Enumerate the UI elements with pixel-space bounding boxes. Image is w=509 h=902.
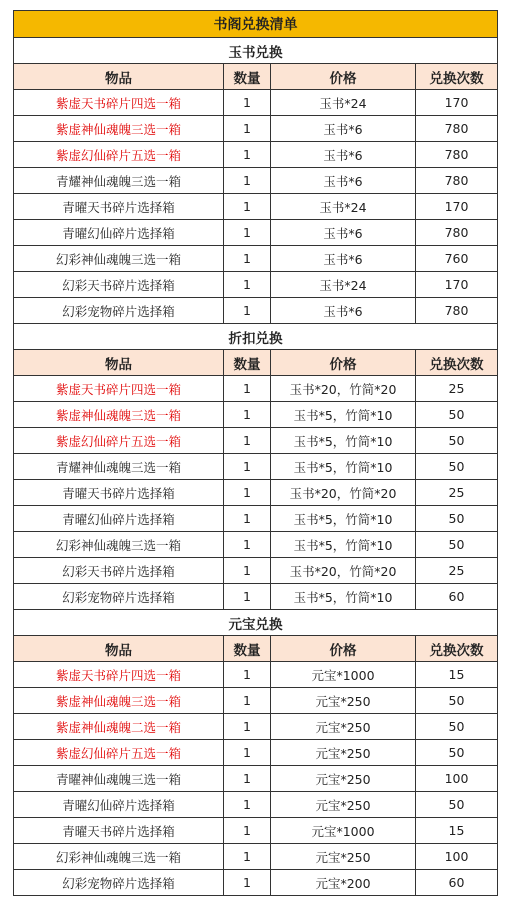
item-qty: 1 [224, 142, 271, 168]
item-count: 780 [416, 298, 498, 324]
item-qty: 1 [224, 220, 271, 246]
item-qty: 1 [224, 584, 271, 610]
item-count: 50 [416, 428, 498, 454]
item-qty: 1 [224, 168, 271, 194]
item-price: 玉书*24 [271, 194, 416, 220]
item-qty: 1 [224, 506, 271, 532]
item-qty: 1 [224, 662, 271, 688]
item-price: 玉书*5，竹简*10 [271, 506, 416, 532]
item-count: 25 [416, 558, 498, 584]
item-qty: 1 [224, 870, 271, 896]
item-qty: 1 [224, 480, 271, 506]
table-row [14, 272, 498, 298]
header-qty: 数量 [224, 636, 271, 662]
item-price: 玉书*6 [271, 298, 416, 324]
item-price: 元宝*200 [271, 870, 416, 896]
item-price: 玉书*24 [271, 272, 416, 298]
item-qty: 1 [224, 818, 271, 844]
item-count: 50 [416, 454, 498, 480]
table-row [14, 142, 498, 168]
item-price: 玉书*6 [271, 116, 416, 142]
item-count: 50 [416, 740, 498, 766]
item-price: 玉书*20，竹简*20 [271, 376, 416, 402]
table-row [14, 558, 498, 584]
table-row [14, 662, 498, 688]
item-qty: 1 [224, 194, 271, 220]
table-row [14, 688, 498, 714]
item-name: 幻彩神仙魂魄三选一箱 [14, 246, 224, 272]
item-name: 青曜神仙魂魄三选一箱 [14, 766, 224, 792]
item-name: 紫虚幻仙碎片五选一箱 [14, 142, 224, 168]
exchange-list [13, 10, 497, 896]
item-count: 50 [416, 714, 498, 740]
item-name: 紫虚天书碎片四选一箱 [14, 90, 224, 116]
section-header-row [14, 610, 498, 636]
table-row [14, 532, 498, 558]
item-name: 紫虚天书碎片四选一箱 [14, 376, 224, 402]
item-name: 青曜天书碎片选择箱 [14, 194, 224, 220]
item-qty: 1 [224, 532, 271, 558]
column-header-row [14, 350, 498, 376]
item-price: 元宝*250 [271, 792, 416, 818]
header-price: 价格 [271, 64, 416, 90]
item-price: 元宝*250 [271, 844, 416, 870]
item-count: 780 [416, 220, 498, 246]
item-price: 玉书*6 [271, 220, 416, 246]
table-row [14, 116, 498, 142]
item-price: 玉书*5，竹简*10 [271, 584, 416, 610]
item-qty: 1 [224, 90, 271, 116]
item-name: 紫虚神仙魂魄二选一箱 [14, 714, 224, 740]
header-price: 价格 [271, 350, 416, 376]
item-count: 60 [416, 584, 498, 610]
item-name: 幻彩天书碎片选择箱 [14, 558, 224, 584]
item-price: 玉书*5，竹简*10 [271, 454, 416, 480]
header-qty: 数量 [224, 64, 271, 90]
item-count: 50 [416, 506, 498, 532]
table-row [14, 298, 498, 324]
item-name: 紫虚天书碎片四选一箱 [14, 662, 224, 688]
table-row [14, 90, 498, 116]
header-qty: 数量 [224, 350, 271, 376]
exchange-table [13, 10, 498, 896]
table-row [14, 740, 498, 766]
table-title: 书阁兑换清单 [14, 11, 498, 38]
item-price: 玉书*24 [271, 90, 416, 116]
item-qty: 1 [224, 792, 271, 818]
item-price: 元宝*250 [271, 688, 416, 714]
table-row [14, 220, 498, 246]
header-item: 物品 [14, 350, 224, 376]
header-item: 物品 [14, 64, 224, 90]
item-price: 玉书*6 [271, 246, 416, 272]
item-qty: 1 [224, 298, 271, 324]
item-count: 25 [416, 480, 498, 506]
item-count: 760 [416, 246, 498, 272]
item-qty: 1 [224, 714, 271, 740]
exchange-table-body [14, 11, 498, 896]
section-title: 元宝兑换 [14, 610, 498, 636]
item-qty: 1 [224, 688, 271, 714]
table-row [14, 506, 498, 532]
item-count: 25 [416, 376, 498, 402]
item-qty: 1 [224, 844, 271, 870]
item-qty: 1 [224, 766, 271, 792]
item-count: 50 [416, 402, 498, 428]
table-row [14, 402, 498, 428]
section-title: 折扣兑换 [14, 324, 498, 350]
item-qty: 1 [224, 402, 271, 428]
item-price: 玉书*6 [271, 168, 416, 194]
table-row [14, 376, 498, 402]
item-price: 玉书*20，竹简*20 [271, 480, 416, 506]
item-qty: 1 [224, 558, 271, 584]
header-count: 兑换次数 [416, 64, 498, 90]
table-row [14, 168, 498, 194]
column-header-row [14, 636, 498, 662]
header-count: 兑换次数 [416, 350, 498, 376]
item-count: 15 [416, 662, 498, 688]
item-price: 玉书*20，竹简*20 [271, 558, 416, 584]
item-price: 元宝*1000 [271, 662, 416, 688]
table-row [14, 428, 498, 454]
section-header-row [14, 38, 498, 64]
table-row [14, 480, 498, 506]
item-name: 青曜幻仙碎片选择箱 [14, 506, 224, 532]
item-name: 幻彩宠物碎片选择箱 [14, 870, 224, 896]
item-count: 170 [416, 194, 498, 220]
item-count: 50 [416, 688, 498, 714]
header-count: 兑换次数 [416, 636, 498, 662]
item-name: 幻彩宠物碎片选择箱 [14, 298, 224, 324]
item-name: 紫虚幻仙碎片五选一箱 [14, 428, 224, 454]
item-count: 170 [416, 272, 498, 298]
table-row [14, 454, 498, 480]
item-name: 紫虚神仙魂魄三选一箱 [14, 688, 224, 714]
item-price: 玉书*5，竹简*10 [271, 402, 416, 428]
table-row [14, 714, 498, 740]
item-count: 780 [416, 142, 498, 168]
item-name: 青耀神仙魂魄三选一箱 [14, 454, 224, 480]
item-name: 紫虚幻仙碎片五选一箱 [14, 740, 224, 766]
item-price: 玉书*5，竹简*10 [271, 532, 416, 558]
item-name: 幻彩宠物碎片选择箱 [14, 584, 224, 610]
item-qty: 1 [224, 246, 271, 272]
table-row [14, 194, 498, 220]
item-count: 100 [416, 766, 498, 792]
item-qty: 1 [224, 376, 271, 402]
item-name: 幻彩神仙魂魄三选一箱 [14, 532, 224, 558]
section-title: 玉书兑换 [14, 38, 498, 64]
item-price: 元宝*1000 [271, 818, 416, 844]
item-price: 元宝*250 [271, 740, 416, 766]
title-row [14, 11, 498, 38]
table-row [14, 870, 498, 896]
item-price: 元宝*250 [271, 766, 416, 792]
item-price: 元宝*250 [271, 714, 416, 740]
item-count: 780 [416, 168, 498, 194]
table-row [14, 246, 498, 272]
table-row [14, 844, 498, 870]
table-row [14, 792, 498, 818]
item-name: 青曜天书碎片选择箱 [14, 480, 224, 506]
column-header-row [14, 64, 498, 90]
item-qty: 1 [224, 116, 271, 142]
item-count: 100 [416, 844, 498, 870]
item-name: 青曜天书碎片选择箱 [14, 818, 224, 844]
item-qty: 1 [224, 272, 271, 298]
item-price: 玉书*6 [271, 142, 416, 168]
item-count: 170 [416, 90, 498, 116]
item-name: 青曜幻仙碎片选择箱 [14, 792, 224, 818]
item-qty: 1 [224, 428, 271, 454]
item-qty: 1 [224, 740, 271, 766]
section-header-row [14, 324, 498, 350]
item-count: 50 [416, 792, 498, 818]
header-item: 物品 [14, 636, 224, 662]
table-row [14, 818, 498, 844]
item-name: 青耀神仙魂魄三选一箱 [14, 168, 224, 194]
item-qty: 1 [224, 454, 271, 480]
item-count: 780 [416, 116, 498, 142]
table-row [14, 766, 498, 792]
item-name: 幻彩天书碎片选择箱 [14, 272, 224, 298]
item-name: 紫虚神仙魂魄三选一箱 [14, 116, 224, 142]
item-name: 幻彩神仙魂魄三选一箱 [14, 844, 224, 870]
item-count: 15 [416, 818, 498, 844]
item-count: 60 [416, 870, 498, 896]
item-price: 玉书*5，竹简*10 [271, 428, 416, 454]
header-price: 价格 [271, 636, 416, 662]
item-name: 紫虚神仙魂魄三选一箱 [14, 402, 224, 428]
item-name: 青曜幻仙碎片选择箱 [14, 220, 224, 246]
item-count: 50 [416, 532, 498, 558]
table-row [14, 584, 498, 610]
